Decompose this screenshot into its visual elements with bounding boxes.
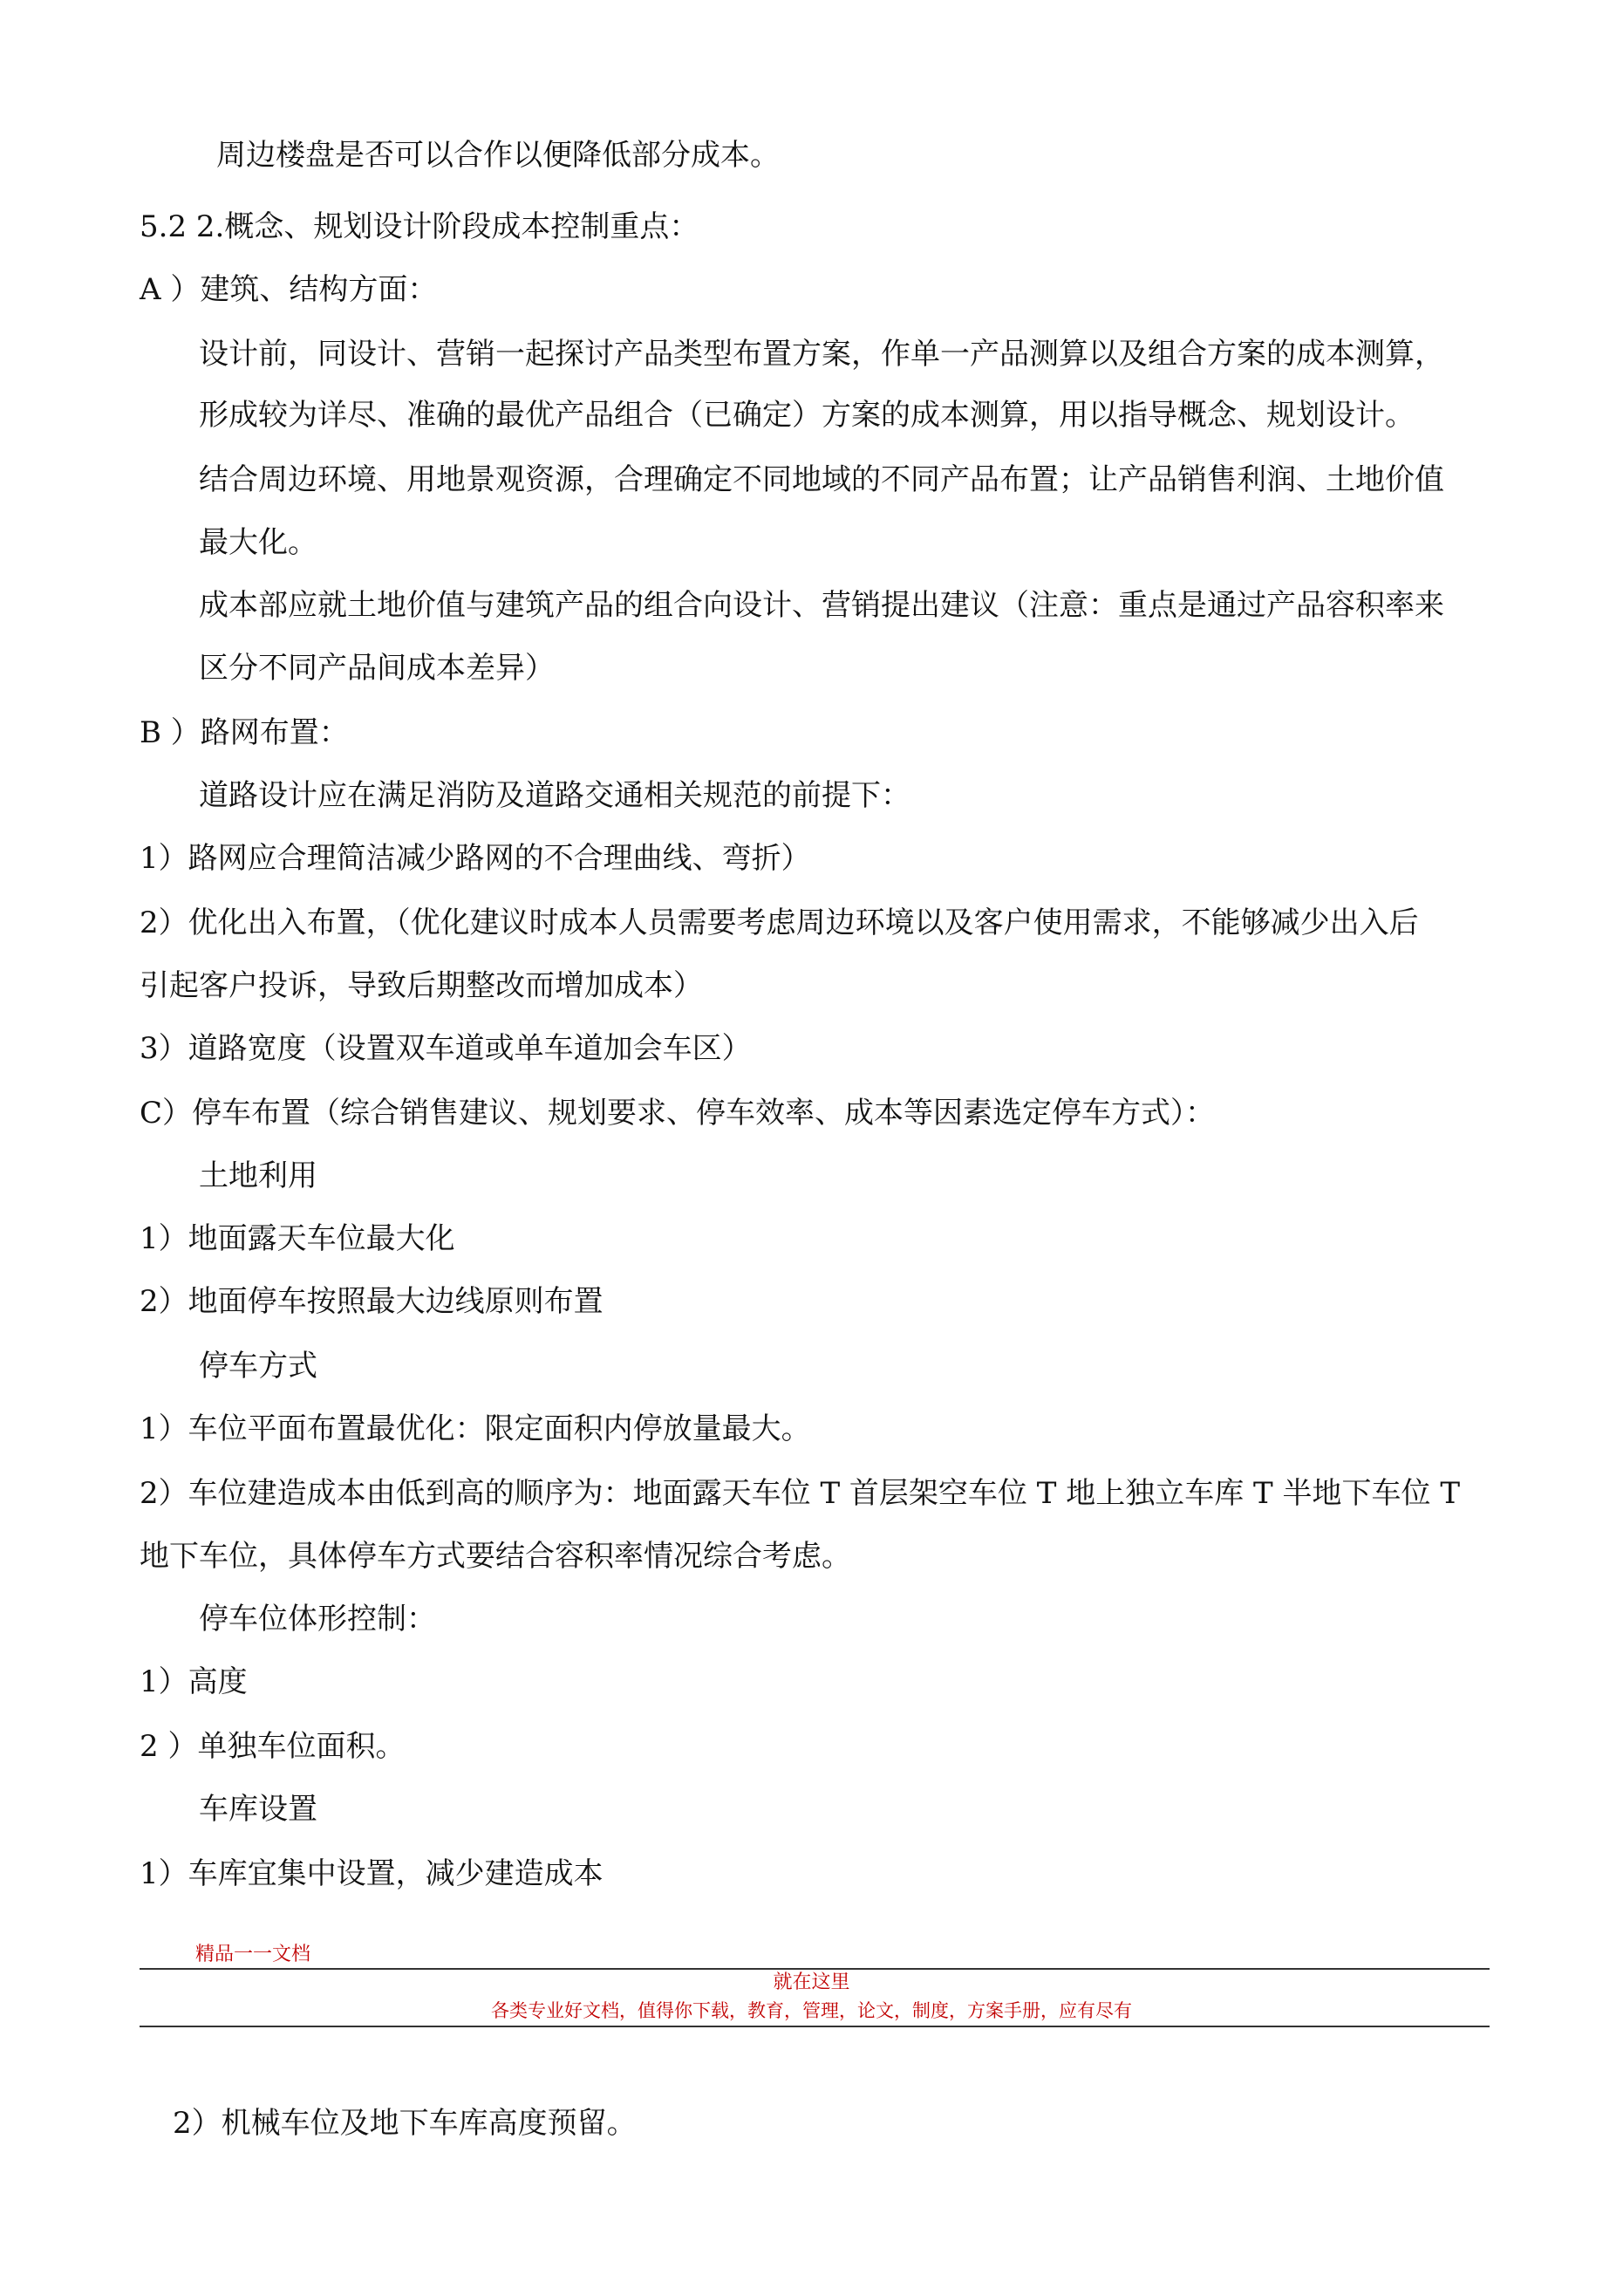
list-item: 1）路网应合理简洁减少路网的不合理曲线、弯折）	[140, 841, 811, 876]
list-item: 2）车位建造成本由低到高的顺序为：地面露天车位 T 首层架空车位 T 地上独立车库 T 半地下车位 T	[140, 1476, 1460, 1511]
paragraph-line: 成本部应就土地价值与建筑产品的组合向设计、营销提出建议（注意：重点是通过产品容积率来	[199, 588, 1444, 623]
subheading: 车库设置	[199, 1792, 317, 1827]
subsection-heading: C）停车布置（综合销售建议、规划要求、停车效率、成本等因素选定停车方式）：	[140, 1096, 1216, 1131]
list-item: 地下车位，具体停车方式要结合容积率情况综合考虑。	[140, 1539, 851, 1574]
footer-subtitle: 各类专业好文档，值得你下载，教育，管理，论文，制度，方案手册，应有尽有	[491, 2000, 1132, 2021]
paragraph-line: 周边楼盘是否可以合作以便降低部分成本。	[216, 138, 780, 173]
paragraph-line: 道路设计应在满足消防及道路交通相关规范的前提下：	[199, 778, 910, 813]
section-heading: 5.2 2.概念、规划设计阶段成本控制重点：	[140, 209, 699, 244]
list-item: 2 ）单独车位面积。	[140, 1729, 406, 1764]
list-item: 1）车位平面布置最优化：限定面积内停放量最大。	[140, 1411, 811, 1446]
list-item: 2）优化出入布置，（优化建议时成本人员需要考虑周边环境以及客户使用需求，不能够减少出入后	[140, 905, 1419, 940]
paragraph-line: 形成较为详尽、准确的最优产品组合（已确定）方案的成本测算，用以指导概念、规划设计。	[199, 398, 1415, 433]
footer-brand-text: 精品一一文档	[195, 1944, 311, 1965]
paragraph-line: 区分不同产品间成本差异）	[199, 651, 555, 686]
list-item: 2）机械车位及地下车库高度预留。	[173, 2106, 637, 2141]
list-item: 1）车库宜集中设置，减少建造成本	[140, 1856, 604, 1891]
subheading: 停车位体形控制：	[199, 1602, 436, 1637]
paragraph-line: 最大化。	[199, 525, 317, 560]
subheading: 停车方式	[199, 1349, 317, 1384]
list-item: 1）地面露天车位最大化	[140, 1221, 455, 1256]
list-item: 1）高度	[140, 1664, 248, 1699]
footer-title: 就在这里	[773, 1971, 850, 1993]
subsection-heading: A ）建筑、结构方面：	[140, 272, 438, 307]
list-item: 2）地面停车按照最大边线原则布置	[140, 1284, 604, 1319]
subheading: 土地利用	[199, 1158, 317, 1193]
paragraph-line: 结合周边环境、用地景观资源，合理确定不同地域的不同产品布置；让产品销售利润、土地价值	[199, 462, 1444, 497]
footer-divider-bottom	[140, 2026, 1490, 2027]
list-item: 引起客户投诉，导致后期整改而增加成本）	[140, 968, 703, 1003]
paragraph-line: 设计前，同设计、营销一起探讨产品类型布置方案，作单一产品测算以及组合方案的成本测算，	[199, 337, 1444, 372]
list-item: 3）道路宽度（设置双车道或单车道加会车区）	[140, 1031, 752, 1066]
subsection-heading: B ）路网布置：	[140, 715, 349, 750]
